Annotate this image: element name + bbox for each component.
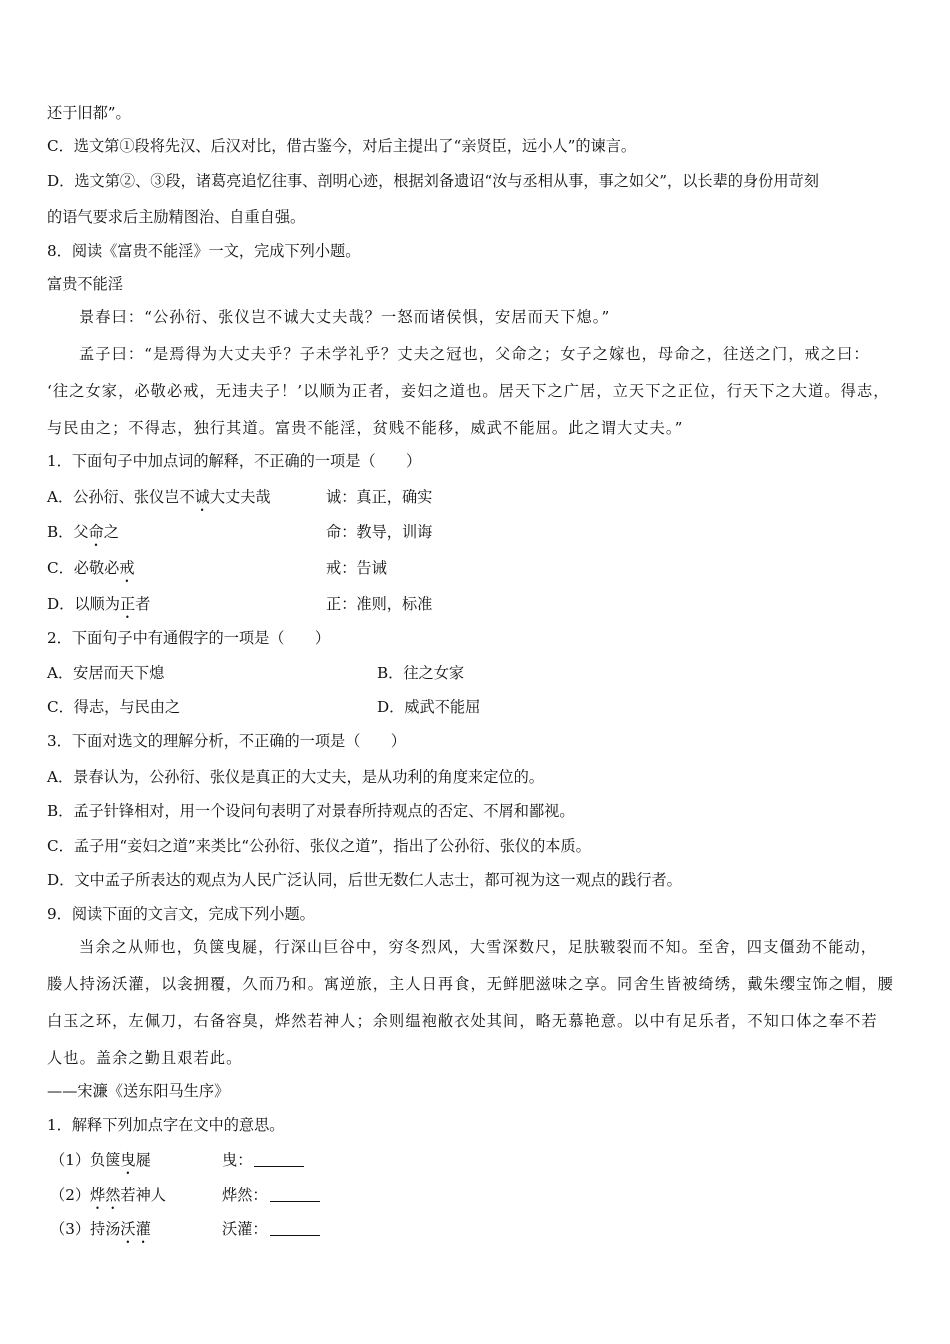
dotted-word: 命 <box>88 523 104 541</box>
text-line: 还于旧都”。 <box>47 104 131 122</box>
passage-line: 与民由之；不得志，独行其道。富贵不能淫，贫贱不能移，威武不能屈。此之谓大丈夫。” <box>47 419 684 437</box>
q9-sub-1-stem: 1．解释下列加点字在文中的意思。 <box>47 1116 285 1134</box>
q3-option-b: B．孟子针锋相对，用一个设问句表明了对景春所持观点的否定、不屑和鄙视。 <box>47 802 575 820</box>
q1-option-a-gloss: 诚：真正，确实 <box>326 488 433 506</box>
question-2-stem: 2．下面句子中有通假字的一项是（ ） <box>47 629 331 647</box>
classical-passage-line: 白玉之环，左佩刀，右备容臭，烨然若神人；余则缊袍敝衣处其间，略无慕艳意。以中有足乐者，不知口体之奉不若 <box>47 1012 878 1030</box>
q1-option-b-gloss: 命：教导，训诲 <box>326 523 433 541</box>
passage-paragraph-1: 景春曰：“公孙衍、张仪岂不诚大丈夫哉？一怒而诸侯惧，安居而天下熄。” <box>79 308 611 326</box>
q3-option-a: A．景春认为，公孙衍、张仪是真正的大丈夫，是从功利的角度来定位的。 <box>47 768 544 786</box>
dotted-word: 诚 <box>194 488 210 506</box>
passage-line: ‘往之女家，必敬必戒，无违夫子！’以顺为正者，妾妇之道也。居天下之广居，立天下之正位，行天下之大道。得志， <box>47 382 890 400</box>
answer-blank[interactable] <box>270 1221 320 1236</box>
dotted-word: 戒 <box>119 559 135 577</box>
dotted-word: 烨然 <box>90 1186 121 1204</box>
answer-blank[interactable] <box>254 1152 304 1167</box>
question-9-stem: 9．阅读下面的文言文，完成下列小题。 <box>47 905 315 923</box>
option-d-prev-question: D．选文第②、③段，诸葛亮追忆往事、剖明心迹，根据刘备遗诏“汝与丞相从事，事之如父”，以长辈的身份用苛刻 <box>47 172 819 190</box>
dotted-word: 曳 <box>120 1151 136 1169</box>
q2-options-row-1 <box>47 663 914 683</box>
q3-option-c: C．孟子用“妾妇之道”来类比“公孙衍、张仪之道”，指出了公孙衍、张仪的本质。 <box>47 837 591 855</box>
answer-blank[interactable] <box>270 1187 320 1202</box>
q2-options-row-2 <box>47 697 914 717</box>
question-8-stem: 8．阅读《富贵不能淫》一文，完成下列小题。 <box>47 242 361 260</box>
text-line: 的语气要求后主励精图治、自重自强。 <box>47 208 306 226</box>
passage-source: ——宋濂《送东阳马生序》 <box>47 1082 230 1100</box>
q1-option-d: D．以顺为正者 正：准则，标准 <box>47 595 433 613</box>
question-1-stem: 1．下面句子中加点词的解释，不正确的一项是（ ） <box>47 452 422 470</box>
q2-option-d: D．威武不能屈 <box>377 698 481 716</box>
q2-option-a: A．安居而天下熄 <box>47 664 165 682</box>
classical-passage-line: 媵人持汤沃灌，以衾拥覆，久而乃和。寓逆旅，主人日再食，无鲜肥滋味之享。同舍生皆被绮绣，戴朱缨宝饰之帽，腰 <box>47 975 894 993</box>
passage-title: 富贵不能淫 <box>47 275 123 293</box>
q2-option-b: B．往之女家 <box>377 664 465 682</box>
dotted-word: 沃灌 <box>120 1220 151 1238</box>
passage-paragraph-2: 孟子曰：“是焉得为大丈夫乎？子未学礼乎？丈夫之冠也，父命之；女子之嫁也，母命之，往送之门，戒之曰： <box>79 345 870 363</box>
dotted-word: 正 <box>119 595 136 613</box>
q1-option-c-gloss: 戒：告诫 <box>326 559 387 577</box>
classical-passage-paragraph: 当余之从师也，负箧曳屣，行深山巨谷中，穷冬烈风，大雪深数尺，足肤皲裂而不知。至舍，四支僵劲不能动， <box>79 938 878 956</box>
q9-item-3: （3）持汤沃灌 沃灌： <box>50 1219 914 1247</box>
q1-option-d-gloss: 正：准则，标准 <box>326 595 433 613</box>
question-3-stem: 3．下面对选文的理解分析，不正确的一项是（ ） <box>47 732 406 750</box>
q1-option-b: B．父命之 命：教导，训诲 <box>47 523 433 541</box>
q2-option-c: C．得志，与民由之 <box>47 698 181 716</box>
q1-option-c: C．必敬必戒 戒：告诫 <box>47 559 387 577</box>
q1-option-a: A．公孙衍、张仪岂不诚大丈夫哉 诚：真正，确实 <box>47 488 433 506</box>
q3-option-d: D．文中孟子所表达的观点为人民广泛认同，后世无数仁人志士，都可视为这一观点的践行者。 <box>47 871 682 889</box>
classical-passage-line: 人也。盖余之勤且艰若此。 <box>47 1049 243 1067</box>
q9-item-1: （1）负箧曳屣 曳： <box>50 1150 914 1178</box>
option-c-prev-question: C．选文第①段将先汉、后汉对比，借古鉴今，对后主提出了“亲贤臣，远小人”的谏言。 <box>47 137 637 155</box>
q9-item-2: （2）烨然若神人 烨然： <box>50 1185 914 1213</box>
